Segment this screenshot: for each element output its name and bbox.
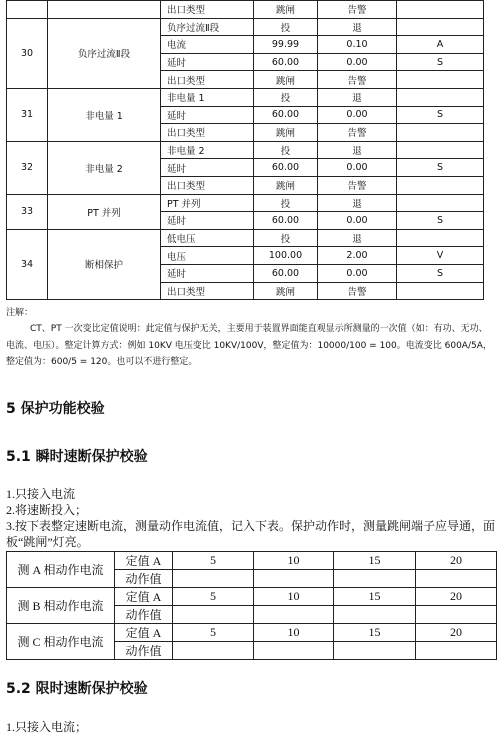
param-cell: 延时 — [161, 159, 254, 177]
action-value-cell[interactable] — [334, 606, 416, 624]
unit-cell: S — [397, 53, 484, 71]
setting-cell: 告警 — [318, 176, 397, 194]
action-value-cell[interactable] — [416, 606, 497, 624]
action-value-cell[interactable] — [173, 570, 254, 588]
setting-cell: 告警 — [318, 282, 397, 300]
param-cell: 出口类型 — [161, 124, 254, 142]
value-cell: 跳闸 — [254, 176, 318, 194]
phase-a-label: 测 A 相动作电流 — [7, 552, 115, 588]
setting-cell: 0.10 — [318, 36, 397, 54]
step-1-5-2: 1.只接入电流； — [6, 720, 88, 734]
step-2: 2.将速断投入； — [6, 503, 88, 517]
unit-cell — [397, 141, 484, 159]
table-row — [7, 229, 484, 247]
item-name-cell — [48, 1, 161, 19]
param-cell: 出口类型 — [161, 282, 254, 300]
unit-cell: S — [397, 264, 484, 282]
setting-cell: 退 — [318, 141, 397, 159]
value-cell: 跳闸 — [254, 282, 318, 300]
set-value-cell: 15 — [334, 588, 416, 606]
set-value-label: 定值 A — [115, 588, 173, 606]
note-paragraph: CT、PT 一次变比定值说明：此定值与保护无关，主要用于装置界面能直观显示所测量的一次值（如：有功、无功、电流、电压）。整定计算方式：例如 10KV 电压变比 10KV/100V，整定值为：10000/100 = 100。电流变比 600A/5A，整定值为：600/5 = 120。也可以不进行整定。 — [6, 324, 492, 367]
param-cell: 电压 — [161, 247, 254, 265]
setting-cell: 0.00 — [318, 159, 397, 177]
unit-cell: S — [397, 106, 484, 124]
section-5-1-heading: 5.1 瞬时速断保护校验 — [6, 449, 148, 465]
note-label: 注解： — [6, 308, 34, 318]
step-3: 3.按下表整定速断电流，测量动作电流值，记入下表。保护动作时，测量跳闸端子应导通，面板“跳闸”灯亮。 — [6, 519, 496, 549]
action-value-label: 动作值 — [115, 642, 173, 660]
param-cell: 出口类型 — [161, 71, 254, 89]
value-cell: 60.00 — [254, 212, 318, 230]
unit-cell — [397, 88, 484, 106]
table-row — [7, 141, 484, 159]
phase-b-label: 测 B 相动作电流 — [7, 588, 115, 624]
setting-cell: 0.00 — [318, 212, 397, 230]
value-cell: 60.00 — [254, 159, 318, 177]
param-cell: 出口类型 — [161, 1, 254, 19]
value-cell: 投 — [254, 194, 318, 212]
table-row — [7, 624, 497, 642]
table-row — [7, 588, 497, 606]
value-cell: 跳闸 — [254, 71, 318, 89]
action-value-cell[interactable] — [416, 642, 497, 660]
setting-cell: 0.00 — [318, 53, 397, 71]
unit-cell: V — [397, 247, 484, 265]
item-number-cell: 32 — [7, 141, 48, 194]
setting-cell: 0.00 — [318, 106, 397, 124]
unit-cell — [397, 1, 484, 19]
setting-cell: 退 — [318, 229, 397, 247]
item-name-cell: PT 并列 — [48, 194, 161, 229]
setting-cell: 0.00 — [318, 264, 397, 282]
value-cell: 跳闸 — [254, 1, 318, 19]
action-value-label: 动作值 — [115, 570, 173, 588]
protection-settings-table — [6, 0, 484, 300]
table-row — [7, 18, 484, 36]
item-number-cell — [7, 1, 48, 19]
value-cell: 60.00 — [254, 53, 318, 71]
set-value-cell: 5 — [173, 588, 254, 606]
set-value-cell: 10 — [254, 588, 334, 606]
set-value-cell: 15 — [334, 624, 416, 642]
item-number-cell: 30 — [7, 18, 48, 88]
unit-cell: S — [397, 159, 484, 177]
set-value-cell: 5 — [173, 624, 254, 642]
param-cell: 延时 — [161, 106, 254, 124]
param-cell: 非电量 1 — [161, 88, 254, 106]
section-5-2-heading: 5.2 限时速断保护校验 — [6, 681, 148, 697]
action-value-cell[interactable] — [254, 570, 334, 588]
action-value-cell[interactable] — [254, 642, 334, 660]
setting-cell: 告警 — [318, 124, 397, 142]
unit-cell — [397, 71, 484, 89]
item-name-cell: 非电量 2 — [48, 141, 161, 194]
param-cell: 非电量 2 — [161, 141, 254, 159]
param-cell: 电流 — [161, 36, 254, 54]
unit-cell — [397, 282, 484, 300]
setting-cell: 2.00 — [318, 247, 397, 265]
action-value-cell[interactable] — [254, 606, 334, 624]
item-name-cell: 负序过流Ⅱ段 — [48, 18, 161, 88]
item-number-cell: 33 — [7, 194, 48, 229]
set-value-cell: 10 — [254, 624, 334, 642]
value-cell: 跳闸 — [254, 124, 318, 142]
unit-cell — [397, 229, 484, 247]
item-name-cell: 断相保护 — [48, 229, 161, 299]
table-row — [7, 552, 497, 570]
table-row — [7, 88, 484, 106]
action-value-cell[interactable] — [416, 570, 497, 588]
param-cell: 出口类型 — [161, 176, 254, 194]
setting-cell: 告警 — [318, 71, 397, 89]
unit-cell — [397, 194, 484, 212]
value-cell: 60.00 — [254, 106, 318, 124]
value-cell: 投 — [254, 229, 318, 247]
setting-cell: 告警 — [318, 1, 397, 19]
param-cell: PT 并列 — [161, 194, 254, 212]
value-cell: 投 — [254, 88, 318, 106]
value-cell: 60.00 — [254, 264, 318, 282]
set-value-cell: 5 — [173, 552, 254, 570]
item-number-cell: 31 — [7, 88, 48, 141]
value-cell: 投 — [254, 18, 318, 36]
param-cell: 低电压 — [161, 229, 254, 247]
value-cell: 投 — [254, 141, 318, 159]
set-value-cell: 15 — [334, 552, 416, 570]
setting-cell: 退 — [318, 88, 397, 106]
instantaneous-trip-check-table — [6, 551, 497, 660]
item-name-cell: 非电量 1 — [48, 88, 161, 141]
param-cell: 延时 — [161, 53, 254, 71]
unit-cell: S — [397, 212, 484, 230]
action-value-cell[interactable] — [173, 606, 254, 624]
param-cell: 延时 — [161, 212, 254, 230]
unit-cell: A — [397, 36, 484, 54]
value-cell: 99.99 — [254, 36, 318, 54]
setting-cell: 退 — [318, 194, 397, 212]
step-1: 1.只接入电流 — [6, 487, 76, 501]
action-value-cell[interactable] — [334, 642, 416, 660]
action-value-cell[interactable] — [173, 642, 254, 660]
set-value-cell: 20 — [416, 552, 497, 570]
set-value-cell: 10 — [254, 552, 334, 570]
item-number-cell: 34 — [7, 229, 48, 299]
param-cell: 负序过流Ⅱ段 — [161, 18, 254, 36]
section-5-heading: 5 保护功能校验 — [6, 401, 105, 417]
table-row — [7, 194, 484, 212]
table-row — [7, 1, 484, 19]
value-cell: 100.00 — [254, 247, 318, 265]
set-value-label: 定值 A — [115, 624, 173, 642]
set-value-cell: 20 — [416, 624, 497, 642]
unit-cell — [397, 124, 484, 142]
unit-cell — [397, 176, 484, 194]
set-value-cell: 20 — [416, 588, 497, 606]
phase-c-label: 测 C 相动作电流 — [7, 624, 115, 660]
setting-cell: 退 — [318, 18, 397, 36]
action-value-label: 动作值 — [115, 606, 173, 624]
set-value-label: 定值 A — [115, 552, 173, 570]
param-cell: 延时 — [161, 264, 254, 282]
action-value-cell[interactable] — [334, 570, 416, 588]
unit-cell — [397, 18, 484, 36]
